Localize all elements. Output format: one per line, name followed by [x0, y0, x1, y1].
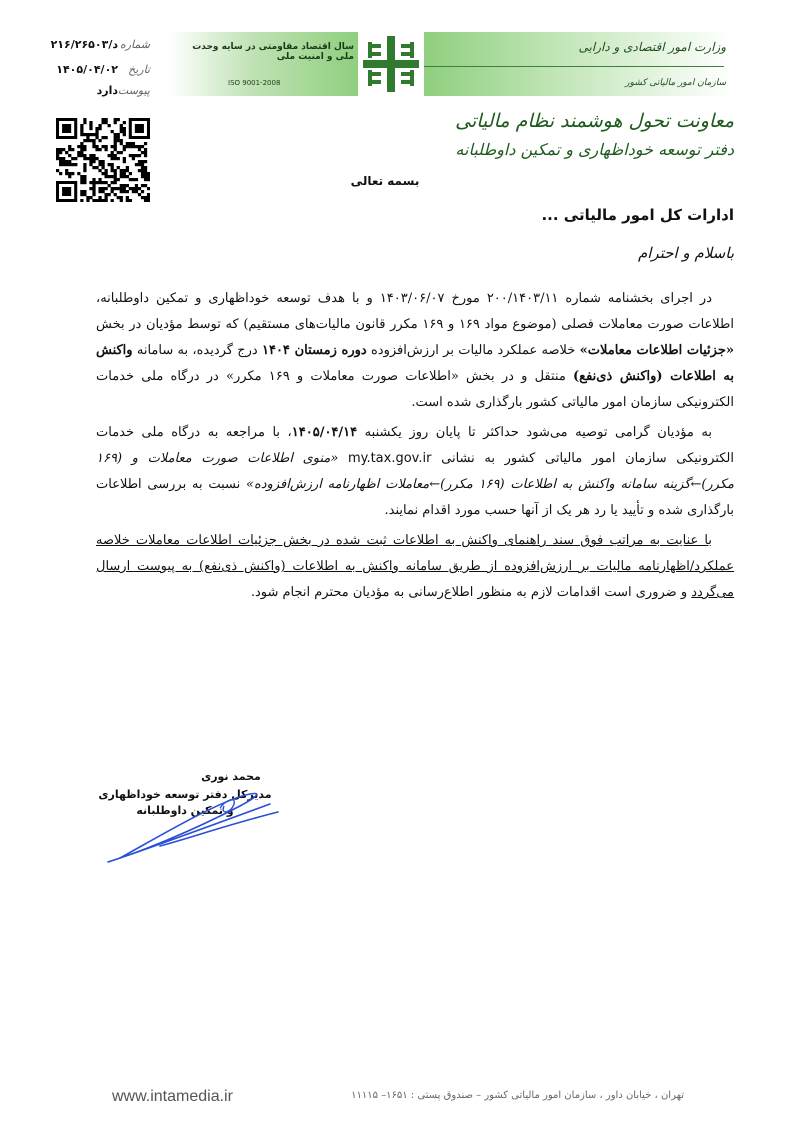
ministry-name: وزارت امور اقتصادی و دارایی	[578, 40, 726, 54]
body-paragraph-3: با عنایت به مراتب فوق سند راهنمای واکنش به اطلاعات ثبت شده در بخش جزئیات اطلاعات معاملات خلاصه عملکرد/اظهارنامه مالیات بر ارزش‌افزوده از طریق سامانه واکنش به اطلاعات (واکنش ذی‌نفع) به پیوست ارسال می‌گردد و ضروری است اقدامات لازم به منظور اطلاع‌رسانی به مؤدیان محترم انجام شود.	[96, 533, 734, 600]
organization-name: سازمان امور مالیاتی کشور	[625, 78, 726, 88]
tax-emblem-icon	[358, 32, 424, 96]
signer-name: محمد نوری	[201, 770, 261, 783]
letter-number	[40, 38, 150, 56]
handwritten-signature-icon	[100, 786, 290, 866]
signer-title: مدیرکل دفتر توسعه خوداظهاری و تمکین داوطلبانه	[98, 788, 272, 817]
letter-attachment-value: دارد	[96, 84, 118, 97]
letter-date-label: تاریخ	[128, 63, 150, 76]
body-paragraph-2: به مؤدیان گرامی توصیه می‌شود حداکثر تا پایان روز یکشنبه ۱۴۰۵/۰۴/۱۴، با مراجعه به درگاه ملی خدمات الکترونیکی سازمان امور مالیاتی کشور به نشانی my.tax.gov.ir «منوی اطلاعات صورت معاملات و (۱۶۹ مکرر)←گزینه سامانه واکنش به اطلاعات (۱۶۹ مکرر)←معاملات اظهارنامه ارزش‌افزوده» نسبت به بررسی اطلاعات بارگذاری شده و تأیید یا رد هر یک از آنها حسب مورد اقدام نمایند.	[96, 425, 734, 518]
banner-divider	[424, 66, 724, 67]
letter-attachment-label: پیوست	[117, 84, 150, 97]
letter-attachment	[40, 84, 150, 102]
letter-date-value: ۱۴۰۵/۰۴/۰۲	[56, 63, 118, 76]
letter-date	[40, 63, 150, 81]
deputy-name: معاونت تحول هوشمند نظام مالیاتی	[455, 110, 734, 132]
footer-website: www.intamedia.ir	[112, 1088, 233, 1105]
addressee: ادارات کل امور مالیاتی ...	[541, 206, 734, 224]
tax-portal-link[interactable]: my.tax.gov.ir	[347, 451, 432, 466]
year-slogan: سال اقتصاد مقاومتی در سایه وحدت ملی و امنیت ملی	[192, 42, 354, 62]
qr-code-icon	[56, 118, 150, 202]
greeting: باسلام و احترام	[637, 244, 734, 262]
office-name: دفتر توسعه خوداظهاری و تمکین داوطلبانه	[455, 140, 734, 159]
letter-body	[96, 286, 734, 606]
footer-address: تهران ، خیابان داور ، سازمان امور مالیاتی کشور – صندوق پستی : ۱۶۵۱– ۱۱۱۱۵	[351, 1090, 684, 1101]
bismillah: بسمه تعالی	[350, 174, 420, 188]
body-paragraph-1: در اجرای بخشنامه شماره ۲۰۰/۱۴۰۳/۱۱ مورخ ۱۴۰۳/۰۶/۰۷ و با هدف توسعه خوداظهاری و تمکین داوطلبانه، اطلاعات صورت معاملات فصلی (موضوع مواد ۱۶۹ و ۱۶۹ مکرر قانون مالیات‌های مستقیم) که توسط مؤدیان در بخش «جزئیات اطلاعات معاملات» خلاصه عملکرد مالیات بر ارزش‌افزوده دوره زمستان ۱۴۰۴ درج گردیده، به سامانه واکنش به اطلاعات (واکنش ذی‌نفع) منتقل و در بخش «اطلاعات صورت معاملات و ۱۶۹ مکرر» در درگاه ملی خدمات الکترونیکی سازمان امور مالیاتی کشور بارگذاری شده است.	[96, 291, 735, 410]
letter-number-label: شماره	[119, 38, 150, 51]
iso-label: ISO 9001-2008	[228, 79, 281, 87]
letter-number-value: د/۲۱۶/۲۶۵۰۳	[50, 38, 118, 51]
letterhead-banner	[168, 32, 732, 96]
